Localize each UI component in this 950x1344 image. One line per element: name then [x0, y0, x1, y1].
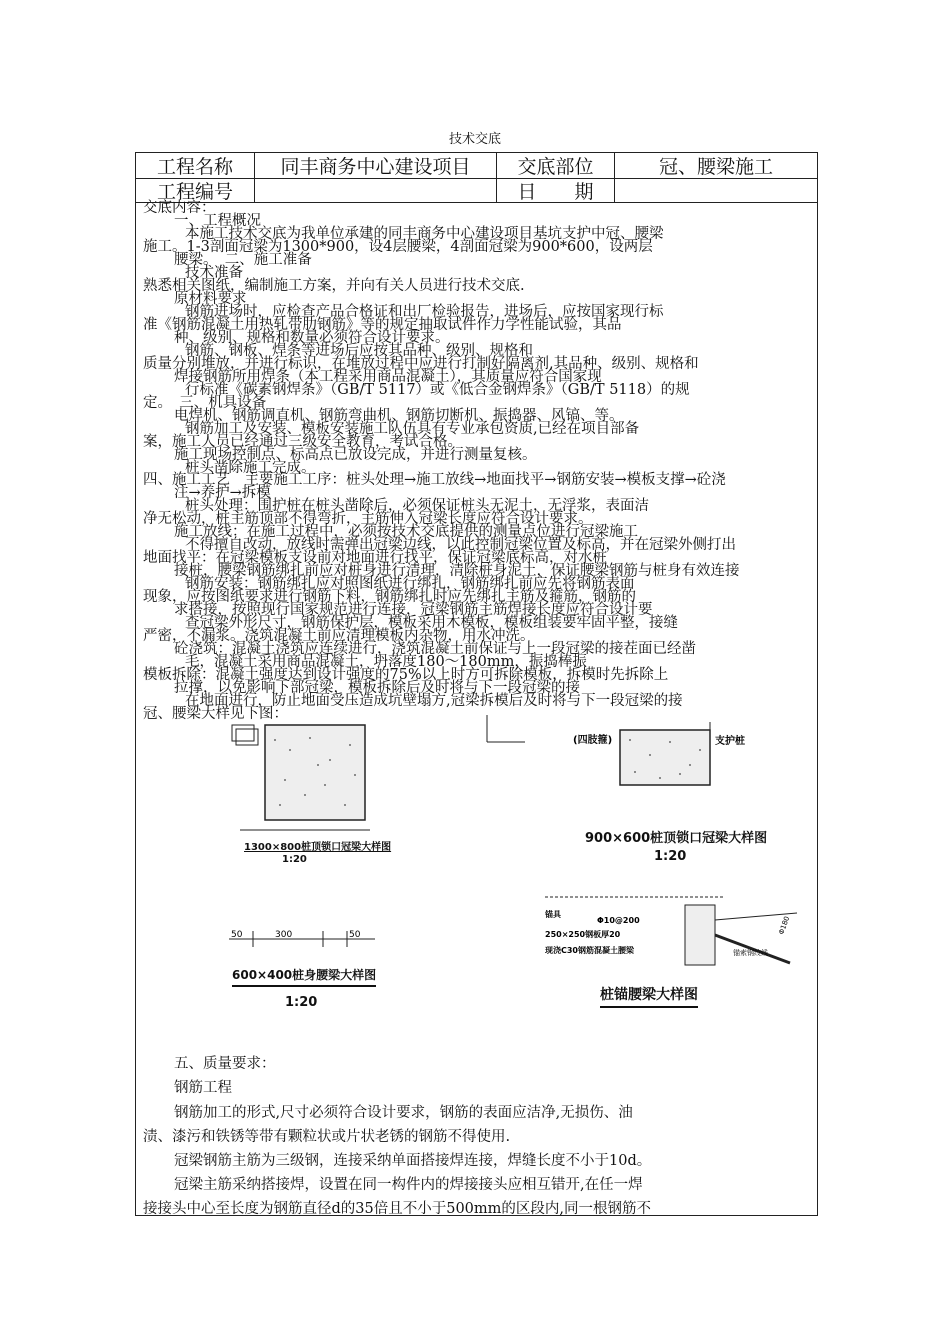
content-line: 现象，应按图纸要求进行钢筋下料，钢筋绑扎时应先绑扎主筋及箍筋，钢筋的: [143, 589, 636, 606]
header-row-2: [136, 179, 817, 203]
figure-anchor-waist-beam: [535, 895, 805, 985]
fig4-label-e: 锚索钢绞线: [733, 949, 768, 957]
fig2-hoop-label: (四肢箍): [573, 735, 613, 746]
fig3-dim-1: 50: [231, 930, 243, 940]
location-value: 冠、腰梁施工: [658, 156, 773, 178]
quality-p3-line1: 冠梁主筋采纳搭接焊，设置在同一构件内的焊接接头应相互错开,在任一焊: [174, 1177, 643, 1193]
fig1-scale: 1:20: [282, 854, 307, 865]
quality-p1-line2: 渍、漆污和铁锈等带有颗粒状或片状老锈的钢筋不得使用.: [143, 1129, 511, 1145]
fig4-label-b: Φ10@200: [597, 916, 640, 925]
content-line: 毛，混凝土采用商品混凝土，坍落度180～180mm，振捣棒振: [185, 654, 587, 671]
content-line: 质量分别堆放，并进行标识，在堆放过程中应进行打制好隔离剂,其品种、级别、规格和: [143, 355, 699, 372]
content-line: 一、工程概况: [174, 212, 261, 229]
content-line: 桩头处理：围护桩在桩头凿除后，必须保证桩头无泥土，无浮浆，表面洁: [185, 498, 649, 515]
quality-p2: 冠梁钢筋主筋为三级钢，连接采纳单面搭接焊连接，焊缝长度不小于10d。: [174, 1153, 652, 1169]
figure-600x400-waist-beam: [225, 925, 405, 955]
fig2-pile-label: 支护桩: [715, 736, 745, 747]
content-line: 拉撑，以免影响下部冠梁，模板拆除后及时将与下一段冠梁的接: [174, 680, 580, 697]
project-name-value: 同丰商务中心建设项目: [255, 153, 497, 178]
fig3-dim-2: 300: [275, 930, 293, 940]
project-no-value: [255, 179, 497, 202]
content-line: 施工。1-3剖面冠梁为1300*900，设4层腰梁，4剖面冠梁为900*600，设两层: [143, 238, 653, 255]
content-line: 冠、腰梁大样见下图：: [143, 706, 288, 723]
content-line: 钢筋、钢板、焊条等进场后应按其品种、级别、规格和: [185, 342, 533, 359]
date-label: 日 期: [497, 179, 615, 202]
content-line: 技术准备: [185, 264, 243, 281]
content-line: 地面找平：在冠梁模板支设前对地面进行找平，保证冠梁底标高，对水桩: [143, 550, 607, 567]
content-line: 原材料要求: [174, 290, 247, 307]
content-line: 准《钢筋混凝土用热轧带肋钢筋》等的规定抽取试件作力学性能试验，其品: [143, 316, 622, 333]
fig4-label-c: 250×250钢板厚20: [545, 930, 621, 939]
content-line: 注→养护→拆模: [174, 485, 271, 502]
fig4-beam-section: [685, 905, 715, 965]
content-line: 电焊机、钢筋调直机、钢筋弯曲机、钢筋切断机、振捣器、风镐、等。: [174, 407, 624, 424]
fig1-hoop-symbol: [232, 725, 254, 741]
fig2-caption: 900×600桩顶锁口冠梁大样图: [585, 831, 768, 846]
content-line: 钢筋加工及安装、模板安装施工队伍具有专业承包资质,已经在项目部备: [185, 420, 640, 437]
fig4-label-d: 现浇C30钢筋混凝土腰梁: [545, 946, 635, 955]
fig4-label-a: 锚具: [545, 910, 561, 919]
quality-heading: 五、质量要求：: [174, 1056, 276, 1072]
content-line: 钢筋进场时，应检查产品合格证和出厂检验报告，进场后，应按国家现行标: [185, 303, 664, 320]
figure-900x600-cap-beam: [485, 710, 795, 830]
content-line: 求搭接，按照现行国家规范进行连接，冠梁钢筋主筋焊接长度应符合设计要: [174, 602, 653, 619]
content-line: 施工现场控制点、标高点已放设完成，并进行测量复核。: [174, 446, 537, 463]
fig4-caption: 桩锚腰梁大样图: [600, 984, 698, 1008]
content-line: 腰梁。 二、施工准备: [174, 251, 312, 268]
content-line: 模板拆除：混凝土强度达到设计强度的75%以上时方可拆除模板，拆模时先拆除上: [143, 667, 669, 684]
content-line: 行标准《碳素钢焊条》（GB/T 5117）或《低合金钢焊条》（GB/T 5118）的规: [185, 381, 690, 398]
content-line: 施工放线：在施工过程中，必须按技术交底提供的测量点位进行冠梁施工: [174, 524, 638, 541]
content-line: 严密，不漏浆。浇筑混凝土前应清理模板内杂物，用水冲洗。: [143, 628, 535, 645]
document-title: 技术交底: [448, 132, 501, 147]
content-line: 接桩，腰梁钢筋绑扎前应对桩身进行清理，清除桩身泥土，保证腰梁钢筋与桩身有效连接: [174, 563, 740, 580]
quality-p1-line1: 钢筋加工的形式,尺寸必须符合设计要求，钢筋的表面应洁净,无损伤、油: [174, 1105, 633, 1121]
content-line: 案，施工人员已经通过三级安全教育，考试合格。: [143, 433, 462, 450]
content-line: 不得擅自改动，放线时需弹出冠梁边线，以此控制冠梁位置及标高，并在冠梁外侧打出: [185, 537, 736, 554]
content-line: 查冠梁外形尺寸，钢筋保护层，模板采用木模板，模板组装要牢固平整，接缝: [185, 615, 678, 632]
fig2-beam-section: [620, 730, 710, 785]
content-line: 本施工技术交底为我单位承建的同丰商务中心建设项目基坑支护中冠、腰梁: [185, 225, 664, 242]
fig2-scale: 1:20: [654, 849, 687, 864]
fig3-caption: 600×400桩身腰梁大样图: [232, 966, 376, 987]
content-line: 交底内容：: [143, 200, 216, 216]
content-line: 净无松动，桩主筋顶部不得弯折，主筋伸入冠梁长度应符合设计要求。: [143, 511, 593, 528]
fig4-label-f: Φ180: [777, 915, 792, 936]
content-line: 钢筋安装：钢筋绑扎应对照图纸进行绑扎，钢筋绑扎前应先将钢筋表面: [185, 576, 635, 593]
content-line: 定。 三、机具设备: [143, 394, 267, 411]
fig1-caption: 1300×800桩顶锁口冠梁大样图: [244, 842, 392, 853]
content-line: 桩头凿除施工完成。: [185, 459, 316, 476]
header-row-1: [136, 153, 817, 179]
fig3-dim-3: 50: [349, 930, 361, 940]
date-value: [615, 179, 817, 202]
project-name-label: 工程名称: [136, 153, 255, 178]
quality-p3-line2: 接接头中心至长度为钢筋直径d的35倍且不小于500mm的区段内,同一根钢筋不: [143, 1201, 652, 1217]
location-label: 交底部位: [497, 153, 615, 178]
content-line: 熟悉相关图纸，编制施工方案，并向有关人员进行技术交底.: [143, 277, 525, 294]
project-no-label: 工程编号: [136, 179, 255, 202]
fig3-scale: 1:20: [285, 995, 318, 1010]
content-line: 焊接钢筋所用焊条（本工程采用商品混凝土），其质量应符合国家现: [174, 368, 602, 385]
rebar-subheading: 钢筋工程: [174, 1080, 232, 1096]
content-line: 种、级别、规格和数量必须符合设计要求。: [174, 329, 450, 346]
content-line: 在地面进行，防止地面受压造成坑壁塌方,冠梁拆模后及时将与下一段冠梁的接: [185, 693, 683, 710]
content-line: 四、施工工艺 主要施工工序：桩头处理→施工放线→地面找平→钢筋安装→模板支撑→砼浇: [143, 472, 726, 489]
content-line: 砼浇筑：混凝土浇筑应连续进行，浇筑混凝土前保证与上一段冠梁的接茬面已经凿: [174, 641, 696, 658]
